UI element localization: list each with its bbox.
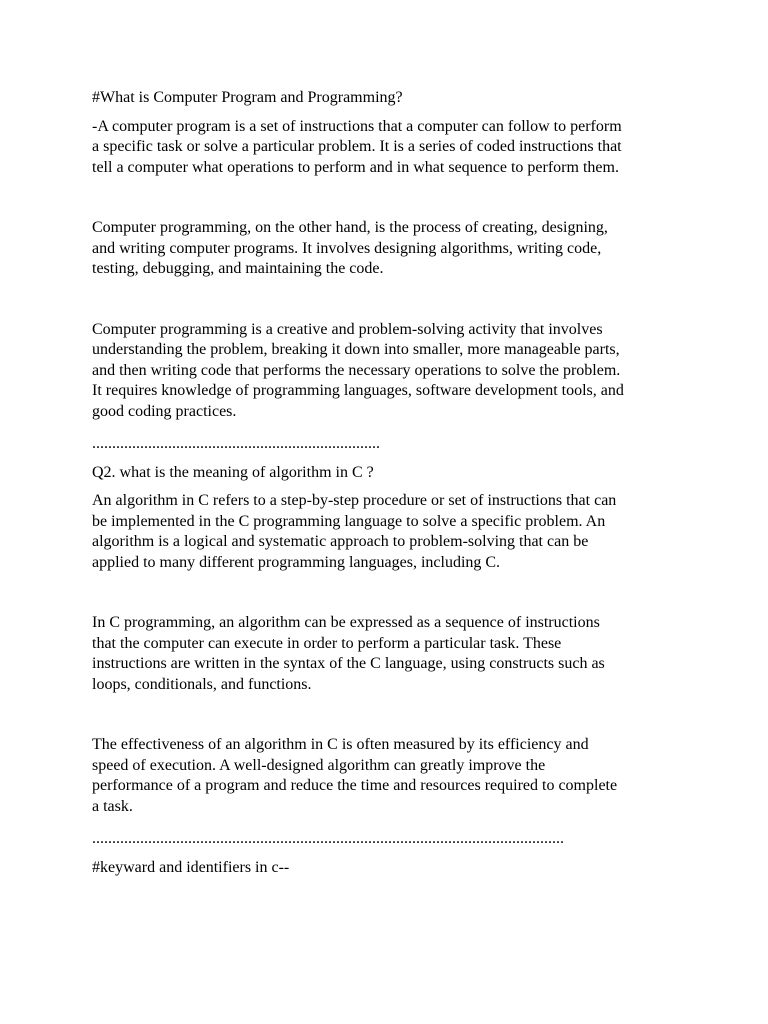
text-line: performance of a program and reduce the time and resources required to complete (92, 777, 618, 794)
section1-paragraph-1 (92, 117, 692, 179)
text-line: An algorithm in C refers to a step-by-step procedure or set of instructions that can (92, 492, 617, 509)
text-line: In C programming, an algorithm can be expressed as a sequence of instructions (92, 614, 600, 631)
document-page (92, 88, 692, 886)
text-line: loops, conditionals, and functions. (92, 675, 312, 693)
text-line: Computer programming, on the other hand, is the process of creating, designing, (92, 219, 608, 236)
text-line: The effectiveness of an algorithm in C is often measured by its efficiency and (92, 736, 589, 753)
dotted-divider: ...................................................................................................................... (92, 830, 564, 847)
text-line: instructions are written in the syntax of the C language, using constructs such as (92, 655, 605, 672)
text-line: -A computer program is a set of instructions that a computer can follow to perform (92, 117, 622, 135)
text-line: applied to many different programming languages, including C. (92, 553, 501, 571)
section2-paragraph-3 (92, 735, 692, 817)
text-line: algorithm is a logical and systematic approach to problem-solving that can be (92, 533, 589, 550)
section3-heading: #keyward and identifiers in c-- (92, 858, 290, 876)
dotted-divider: ........................................................................ (92, 435, 380, 452)
text-line: be implemented in the C programming language to solve a specific problem. An (92, 512, 606, 530)
text-line: Computer programming is a creative and problem-solving activity that involves (92, 320, 603, 338)
text-line: a specific task or solve a particular problem. It is a series of coded instructions that (92, 138, 622, 155)
section1-paragraph-2 (92, 218, 692, 280)
text-line: understanding the problem, breaking it down into smaller, more manageable parts, (92, 341, 620, 358)
text-line: tell a computer what operations to perform and in what sequence to perform them. (92, 158, 619, 176)
section2-paragraph-1 (92, 491, 692, 573)
section2-heading: Q2. what is the meaning of algorithm in C ? (92, 463, 374, 481)
text-line: a task. (92, 797, 133, 815)
section1-heading: #What is Computer Program and Programming? (92, 89, 403, 106)
text-line: and then writing code that performs the necessary operations to solve the problem. (92, 361, 621, 379)
section1-paragraph-3 (92, 320, 692, 423)
text-line: testing, debugging, and maintaining the code. (92, 260, 384, 277)
text-line: that the computer can execute in order to perform a particular task. These (92, 634, 562, 652)
text-line: good coding practices. (92, 402, 237, 420)
text-line: It requires knowledge of programming languages, software development tools, and (92, 382, 624, 399)
text-line: and writing computer programs. It involves designing algorithms, writing code, (92, 239, 602, 257)
text-line: speed of execution. A well-designed algorithm can greatly improve the (92, 756, 546, 774)
section2-paragraph-2 (92, 613, 692, 695)
